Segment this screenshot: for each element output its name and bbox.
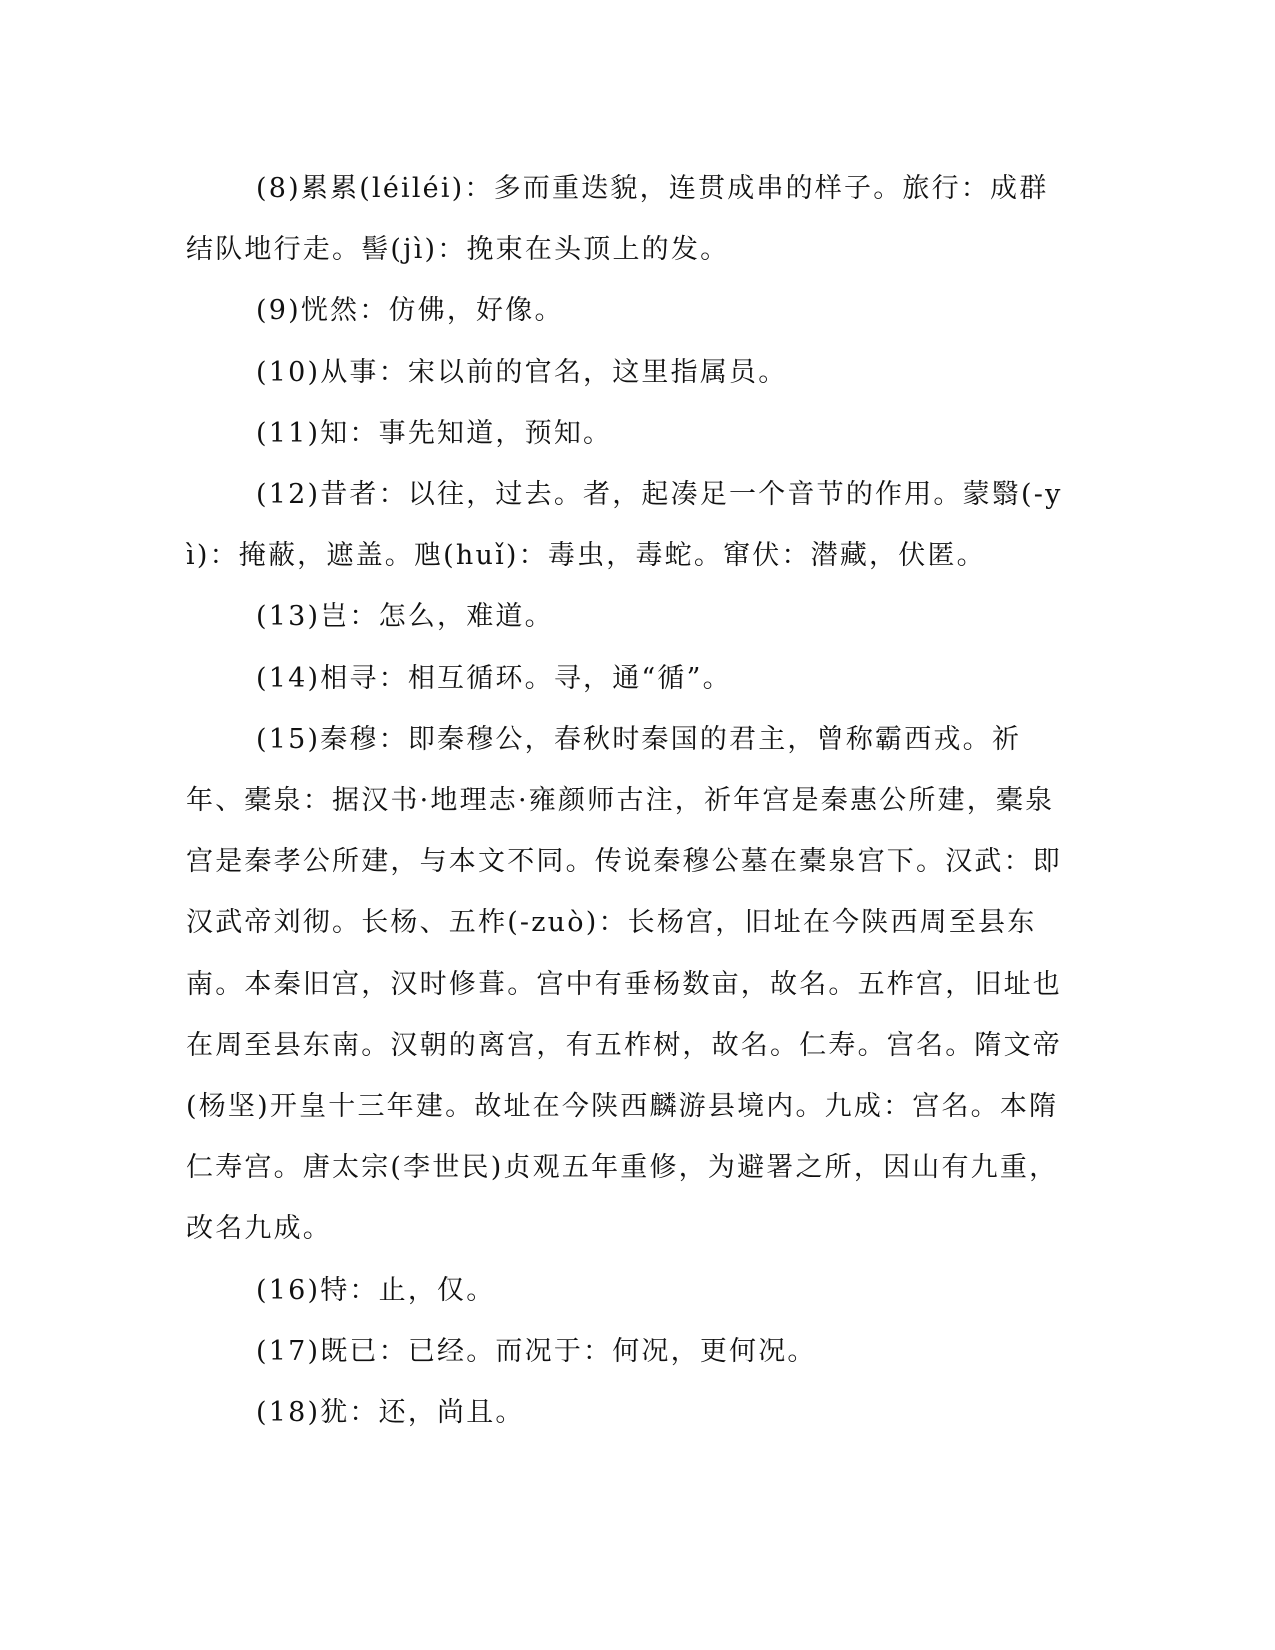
annotation-list bbox=[186, 158, 1066, 1443]
note-12: (12)昔者：以往，过去。者，起凑足一个音节的作用。蒙翳(-yì)：掩蔽，遮盖。虺(huǐ)：毒虫，毒蛇。窜伏：潜藏，伏匿。 bbox=[186, 479, 1063, 572]
note-13: (13)岂：怎么，难道。 bbox=[256, 601, 554, 633]
note-11: (11)知：事先知道，预知。 bbox=[256, 417, 613, 449]
note-8: (8)累累(léiléi)：多而重迭貌，连贯成串的样子。旅行：成群结队地行走。髻(jì)：挽束在头顶上的发。 bbox=[186, 173, 1049, 266]
note-9: (9)恍然：仿佛，好像。 bbox=[256, 295, 564, 327]
note-18: (18)犹：还，尚且。 bbox=[256, 1397, 525, 1429]
note-15: (15)秦穆：即秦穆公，春秋时秦国的君主，曾称霸西戎。祈年、橐泉：据汉书·地理志·雍颜师古注，祈年宫是秦惠公所建，橐泉宫是秦孝公所建，与本文不同。传说秦穆公墓在橐泉宫下。汉武：即汉武帝刘彻。长杨、五柞(-zuò)：长杨宫，旧址在今陕西周至县东南。本秦旧宫，汉时修葺。宫中有垂杨数亩，故名。五柞宫，旧址也在周至县东南。汉朝的离宫，有五柞树，故名。仁寿。宫名。隋文帝(杨坚)开皇十三年建。故址在今陕西麟游县境内。九成：宫名。本隋仁寿宫。唐太宗(李世民)贞观五年重修，为避署之所，因山有九重，改名九成。 bbox=[186, 723, 1062, 1245]
note-16: (16)特：止，仅。 bbox=[256, 1274, 496, 1306]
note-10: (10)从事：宋以前的官名，这里指属员。 bbox=[256, 356, 788, 388]
note-17: (17)既已：已经。而况于：何况，更何况。 bbox=[256, 1335, 817, 1367]
note-14: (14)相寻：相互循环。寻，通“循”。 bbox=[256, 662, 732, 694]
